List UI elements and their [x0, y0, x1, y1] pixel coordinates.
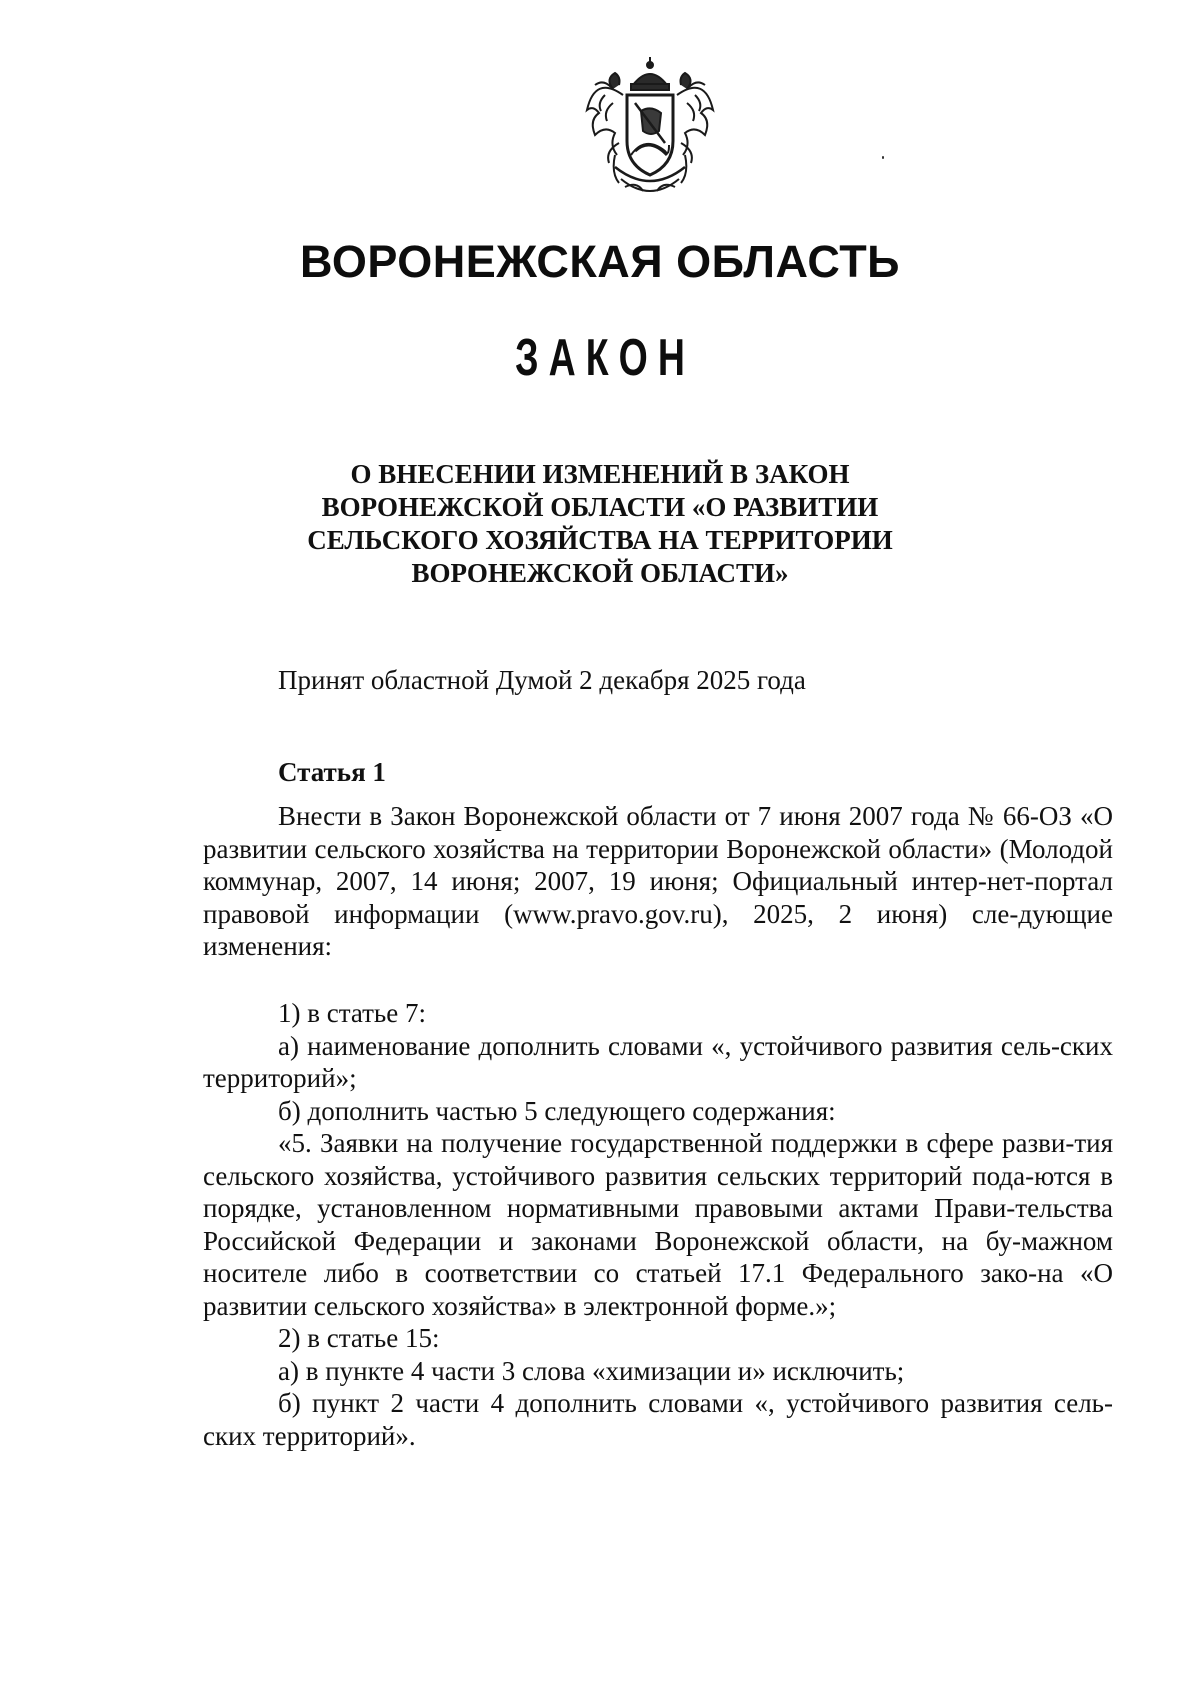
change-item: а) в пункте 4 части 3 слова «химизации и» исключить; [278, 1355, 905, 1386]
law-heading-line: ВОРОНЕЖСКОЙ ОБЛАСТИ «О РАЗВИТИИ [321, 492, 879, 522]
change-item: 2) в статье 15: [278, 1323, 440, 1353]
change-item: б) пункт 2 части 4 дополнить словами «, устойчивого развития сель-ских территорий». [203, 1388, 1113, 1451]
adoption-note: Принят областной Думой 2 декабря 2025 года [278, 665, 806, 695]
law-heading-line: О ВНЕСЕНИИ ИЗМЕНЕНИЙ В ЗАКОН [350, 459, 850, 489]
change-item: б) дополнить частью 5 следующего содержания: [278, 1095, 836, 1126]
law-heading [300, 458, 900, 590]
region-title: ВОРОНЕЖСКАЯ ОБЛАСТЬ [299, 236, 901, 287]
law-heading-line: ВОРОНЕЖСКОЙ ОБЛАСТИ» [411, 558, 789, 588]
change-item: а) наименование дополнить словами «, устойчивого развития сель-ских территорий»; [203, 1030, 1113, 1093]
paragraph: Внести в Закон Воронежской области от 7 июня 2007 года № 66-ОЗ «О развитии сельского хозяйства на территории Воронежской области» (Молодой коммунар, 2007, 14 июня; 2007, 19 июня; Официальный интер-нет-портал правовой информации (www.pravo.gov.ru), 2025, 2 июня) сле-дующие изменения: [203, 801, 1113, 961]
voronezh-coat-of-arms-icon [575, 55, 725, 205]
article-intro [203, 800, 1113, 963]
scan-speck [882, 156, 884, 159]
article-title: Статья 1 [278, 757, 386, 787]
change-list [203, 997, 1113, 1452]
change-item: 1) в статье 7: [278, 998, 426, 1028]
law-heading-line: СЕЛЬСКОГО ХОЗЯЙСТВА НА ТЕРРИТОРИИ [307, 525, 893, 555]
change-item: «5. Заявки на получение государственной поддержки в сфере разви-тия сельского хозяйства, устойчивого развития сельских территорий пода-ются в порядке, установленном нормативными правовыми актами Прави-тельства Российской Федерации и законами Воронежской области, на бу-мажном носителе либо в соответствии со статьей 17.1 Федерального зако-на «О развитии сельского хозяйства» в электронной форме.»; [203, 1128, 1113, 1321]
document-type-title: ЗАКОН [515, 329, 695, 387]
